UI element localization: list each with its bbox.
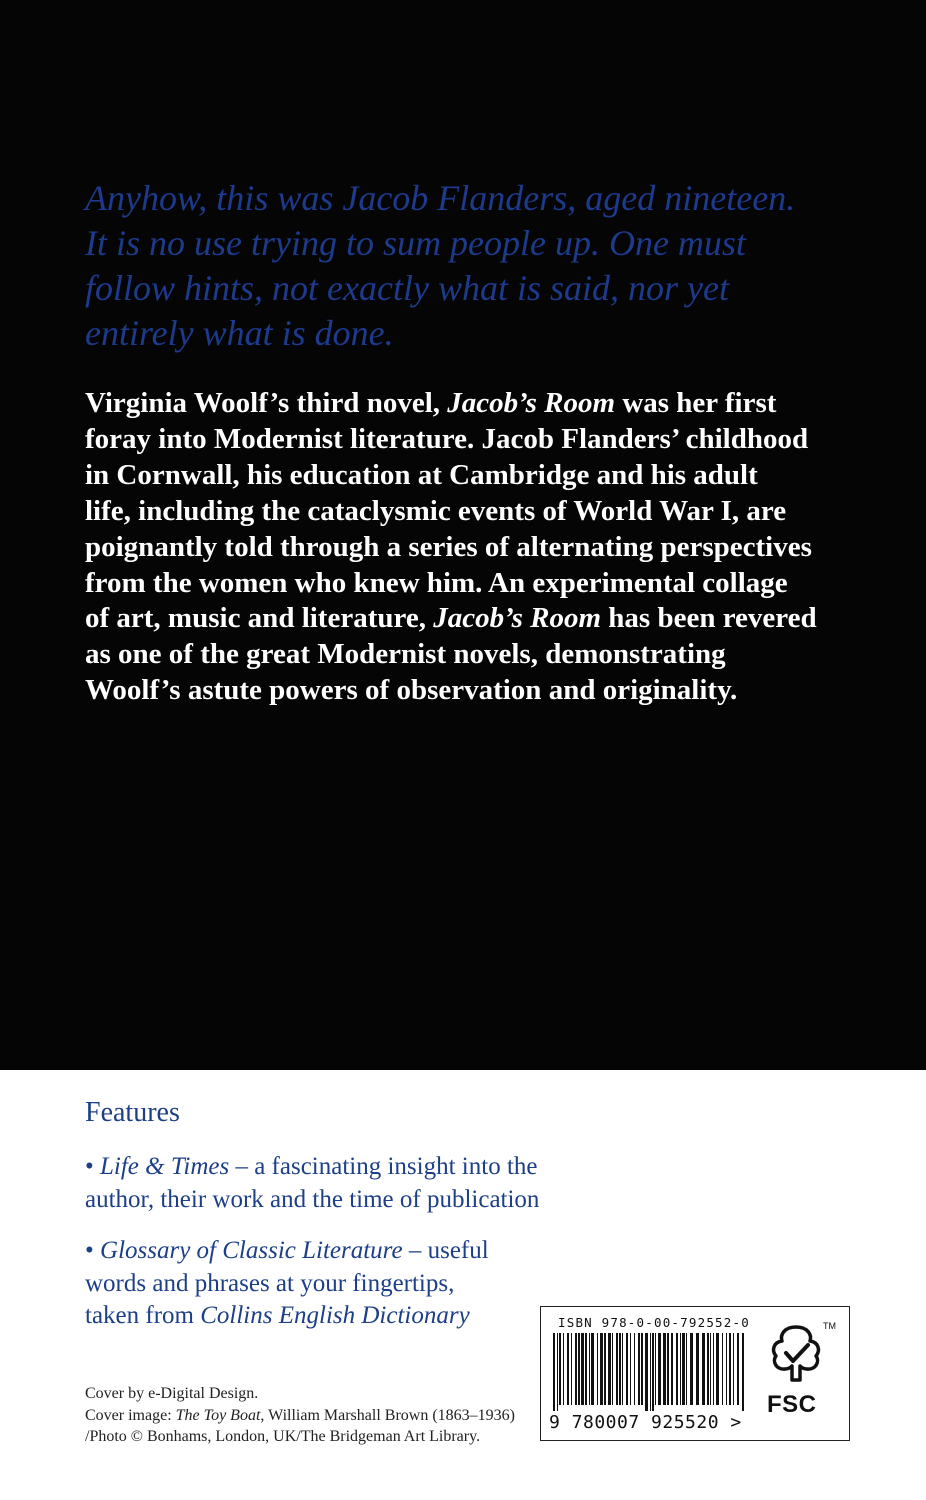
barcode-bar <box>686 1333 687 1405</box>
fsc-trademark: TM <box>823 1321 836 1331</box>
barcode-icon <box>553 1333 748 1411</box>
barcode-bar <box>571 1333 572 1405</box>
credit-text: , William Marshall Brown (1863–1936) <box>260 1406 515 1424</box>
blurb-line: poignantly told through a series of alternating perspectives <box>85 530 812 563</box>
barcode-bar <box>563 1333 564 1405</box>
isbn-barcode-box <box>540 1306 850 1441</box>
barcode-bar <box>557 1333 558 1411</box>
barcode-bar <box>671 1333 673 1405</box>
barcode-bar <box>634 1333 635 1405</box>
blurb-text: has been revered <box>601 602 817 635</box>
barcode-bar <box>591 1333 594 1405</box>
feature-line <box>85 1235 645 1268</box>
cover-credits <box>85 1383 535 1448</box>
blurb-line <box>85 386 885 422</box>
barcode-bar <box>604 1333 606 1405</box>
book-title: Jacob’s Room <box>433 602 602 635</box>
credit-text: Cover image: <box>85 1406 176 1424</box>
barcode-bar <box>733 1333 734 1405</box>
barcode-bar <box>553 1333 555 1411</box>
book-description <box>85 386 885 709</box>
barcode-bar <box>667 1333 669 1405</box>
barcode-bar <box>729 1333 731 1405</box>
barcode-bar <box>690 1333 693 1405</box>
barcode-bar <box>722 1333 723 1405</box>
barcode-bar <box>658 1333 661 1405</box>
fsc-tree-check-icon <box>766 1323 826 1385</box>
barcode-bar <box>608 1333 611 1405</box>
barcode-bar <box>726 1333 727 1405</box>
fsc-label: FSC <box>767 1391 817 1418</box>
dictionary-title: Collins English Dictionary <box>200 1302 470 1329</box>
barcode-bar <box>652 1333 654 1411</box>
barcode-bar <box>630 1333 631 1405</box>
feature-line: words and phrases at your fingertips, <box>85 1269 455 1297</box>
barcode-bar <box>650 1333 651 1411</box>
feature-desc: taken from <box>85 1302 201 1329</box>
bullet: • <box>85 1153 101 1180</box>
barcode-bar <box>638 1333 640 1405</box>
quote-line: entirely what is done. <box>85 313 394 353</box>
isbn-label: ISBN 978-0-00-792552-0 <box>558 1315 750 1330</box>
barcode-bar <box>581 1333 584 1405</box>
barcode-bar <box>641 1333 643 1405</box>
barcode-bar <box>619 1333 621 1405</box>
blurb-text: of art, music and literature, <box>85 602 434 635</box>
feature-line: author, their work and the time of publication <box>85 1185 540 1213</box>
barcode-bar <box>655 1333 656 1405</box>
barcode-bar <box>567 1333 569 1405</box>
feature-title: Glossary of Classic Literature <box>100 1237 403 1264</box>
blurb-line: Woolf’s astute powers of observation and originality. <box>85 674 738 707</box>
barcode-bar <box>716 1333 719 1405</box>
blurb-line: as one of the great Modernist novels, demonstrating <box>85 638 726 671</box>
barcode-bar <box>707 1333 709 1405</box>
feature-desc: – useful <box>402 1237 489 1264</box>
barcode-bar <box>680 1333 681 1405</box>
bullet: • <box>85 1237 101 1264</box>
barcode-bar <box>676 1333 678 1405</box>
blurb-line: life, including the cataclysmic events of World War I, are <box>85 494 787 527</box>
barcode-bar <box>737 1333 739 1405</box>
feature-title: Life & Times <box>100 1153 230 1180</box>
barcode-bar <box>575 1333 577 1405</box>
quote-line: Anyhow, this was Jacob Flanders, aged nineteen. <box>85 178 796 218</box>
pull-quote <box>85 176 865 356</box>
barcode-bar <box>742 1333 744 1411</box>
barcode-bar <box>626 1333 628 1405</box>
book-title: Jacob’s Room <box>447 387 616 419</box>
barcode-bar <box>645 1333 648 1411</box>
credit-line: Cover by e-Digital Design. <box>85 1385 259 1402</box>
barcode-bar <box>702 1333 705 1405</box>
barcode-bar <box>589 1333 590 1405</box>
barcode-bar <box>696 1333 699 1405</box>
barcode-bar <box>600 1333 603 1405</box>
blurb-line: foray into Modernist literature. Jacob Flanders’ childhood <box>85 422 809 455</box>
barcode-number: 9 780007 925520 > <box>549 1412 742 1433</box>
feature-desc: – a fascinating insight into the <box>229 1153 538 1180</box>
barcode-bar <box>663 1333 666 1405</box>
barcode-bar <box>585 1333 587 1405</box>
features-heading: Features <box>85 1097 180 1128</box>
blurb-line: from the women who knew him. An experimental collage <box>85 566 788 599</box>
blurb-text: was her first <box>615 387 777 419</box>
blurb-line: in Cornwall, his education at Cambridge and his adult <box>85 458 758 491</box>
barcode-bar <box>612 1333 613 1405</box>
quote-line: It is no use trying to sum people up. One must <box>85 223 746 263</box>
quote-line: follow hints, not exactly what is said, nor yet <box>85 268 729 308</box>
barcode-bar <box>597 1333 598 1405</box>
barcode-bar <box>616 1333 618 1405</box>
barcode-bar <box>713 1333 714 1405</box>
barcode-bar <box>622 1333 623 1405</box>
barcode-bar <box>559 1333 561 1405</box>
blurb-text: Virginia Woolf’s third novel, <box>85 387 448 419</box>
artwork-title: The Toy Boat <box>175 1406 261 1424</box>
feature-line <box>85 1151 645 1184</box>
blurb-line <box>85 601 885 637</box>
barcode-bar <box>682 1333 685 1405</box>
credit-line: /Photo © Bonhams, London, UK/The Bridgeman Art Library. <box>85 1428 481 1445</box>
credit-line <box>85 1405 535 1427</box>
barcode-bar <box>578 1333 580 1405</box>
feature-item-life-and-times <box>85 1151 645 1216</box>
barcode-bar <box>710 1333 711 1405</box>
